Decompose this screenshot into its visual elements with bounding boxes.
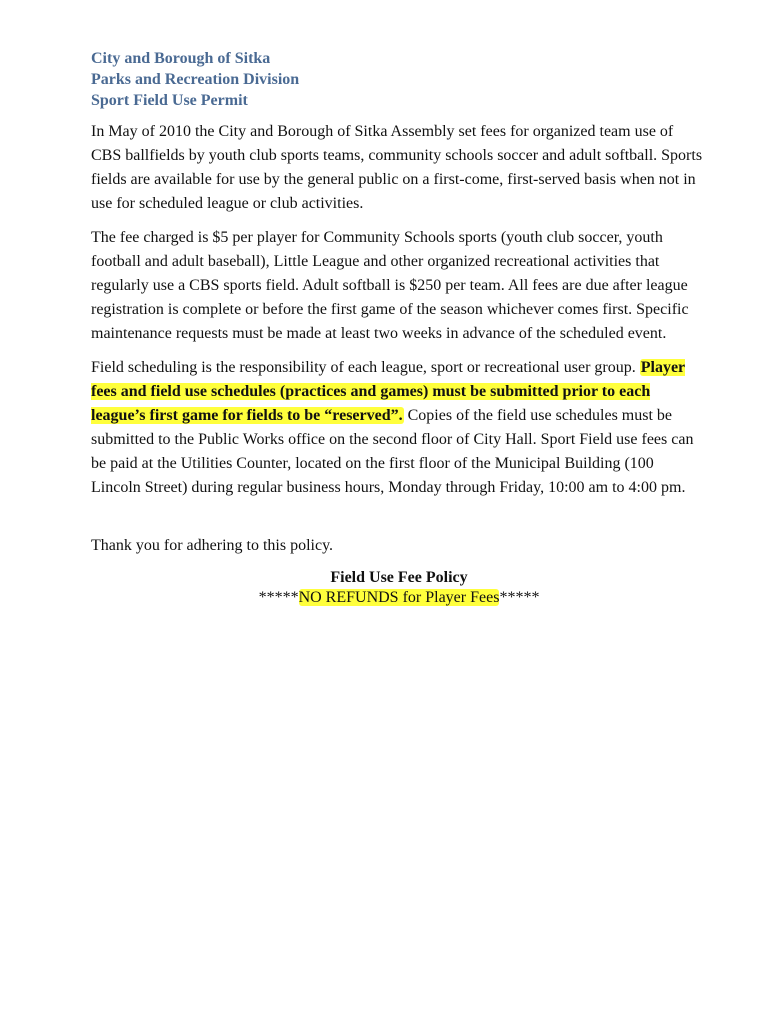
thanks-line: Thank you for adhering to this policy.: [91, 537, 334, 554]
paragraph-scheduling: [91, 356, 707, 500]
paragraph-fee-amounts: The fee charged is $5 per player for Community Schools sports (youth club soccer, youth football and adult baseball), Little League and other organized recreational activities that regularly use a CBS sports field. Adult softball is $250 per team. All fees are due after league registration is complete or before the first game of the season whichever comes first. Specific maintenance requests must be made at least two weeks in advance of the scheduled event.: [91, 229, 689, 342]
policy-refund-line: [91, 588, 707, 608]
policy-title: Field Use Fee Policy: [330, 569, 468, 586]
policy-refund-highlight: NO REFUNDS for Player Fees: [298, 589, 500, 606]
scheduling-highlight: Player fees and field use schedules (practices and games) must be submitted prior to each league’s first game for fields to be “reserved”.: [91, 359, 686, 424]
header-division: Parks and Recreation Division: [91, 71, 300, 88]
spacer: [91, 510, 707, 534]
document-page: [91, 48, 707, 608]
header-permit-title: Sport Field Use Permit: [91, 92, 248, 109]
policy-suffix: *****: [499, 589, 540, 606]
document-header: [91, 48, 707, 111]
paragraph-fee-history: In May of 2010 the City and Borough of Sitka Assembly set fees for organized team use of CBS ballfields by youth club sports teams, community schools soccer and adult softball. Sports fields are available for use by the general public on a first-come, first-served basis when not in use for scheduled league or club activities.: [91, 123, 703, 212]
policy-prefix: *****: [258, 589, 299, 606]
scheduling-intro: Field scheduling is the responsibility of each league, sport or recreational user group.: [91, 359, 636, 376]
header-city: City and Borough of Sitka: [91, 50, 271, 67]
scheduling-details: Copies of the field use schedules must be submitted to the Public Works office on the second floor of City Hall. Sport Field use fees can be paid at the Utilities Counter, located on the first floor of the Municipal Building (100 Lincoln Street) during regular business hours, Monday through Friday, 10:00 am to 4:00 pm.: [91, 407, 694, 496]
